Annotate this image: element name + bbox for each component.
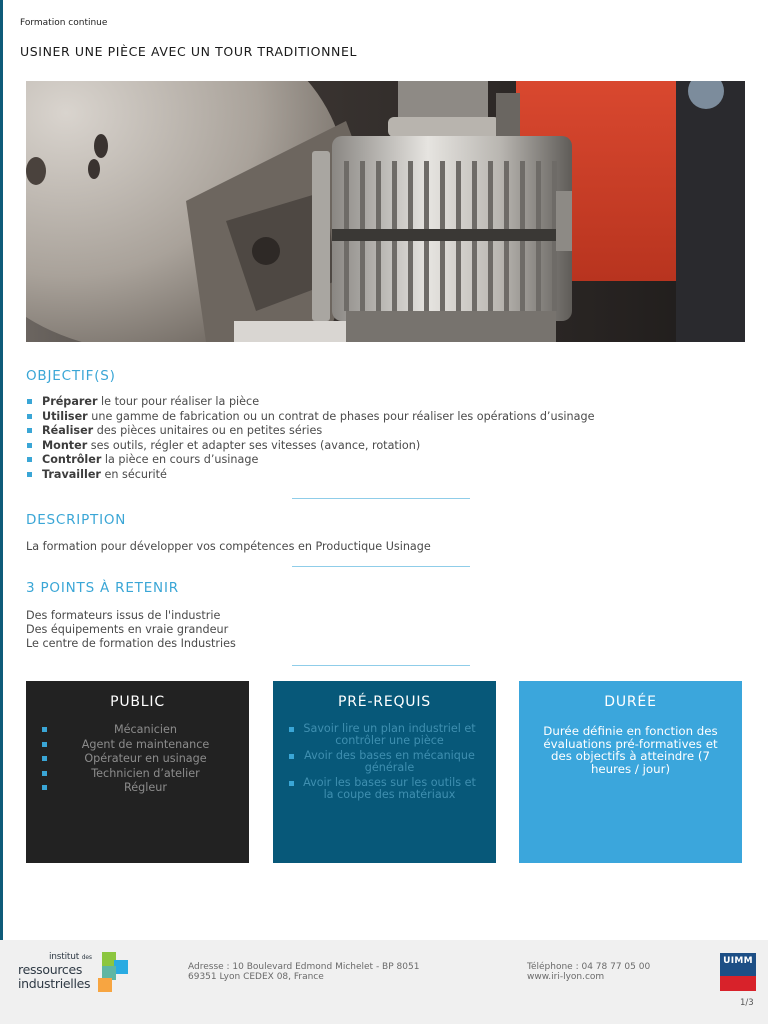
prerequis-title: PRÉ-REQUIS bbox=[338, 694, 431, 710]
duree-text: Durée définie en fonction des évaluations pré-formatives et des objectifs à atteindre (7 heures / jour) bbox=[543, 724, 718, 776]
list-item: Avoir les bases sur les outils et la coupe des matériaux bbox=[273, 777, 496, 802]
duree-box bbox=[519, 681, 742, 863]
prerequis-list bbox=[273, 723, 496, 801]
side-accent-bar bbox=[0, 0, 3, 940]
list-item: Des formateurs issus de l'industrie bbox=[26, 609, 221, 622]
list-item: Utiliser une gamme de fabrication ou un contrat de phases pour réaliser les opérations d’usinage bbox=[26, 410, 594, 425]
list-item: Des équipements en vraie grandeur bbox=[26, 623, 229, 636]
list-item: Opérateur en usinage bbox=[26, 752, 249, 767]
section-title-description: DESCRIPTION bbox=[26, 512, 127, 528]
section-divider bbox=[292, 665, 470, 666]
list-item: Agent de maintenance bbox=[26, 738, 249, 753]
iri-logo: institut des ressources industrielles bbox=[16, 950, 136, 996]
section-divider bbox=[292, 566, 470, 567]
list-item: Monter ses outils, régler et adapter ses vitesses (avance, rotation) bbox=[26, 439, 594, 454]
website-link[interactable]: www.iri-lyon.com bbox=[527, 972, 605, 982]
prerequis-box bbox=[273, 681, 496, 863]
list-item: Le centre de formation des Industries bbox=[26, 637, 236, 650]
list-item: Mécanicien bbox=[26, 723, 249, 738]
hero-image bbox=[26, 81, 745, 342]
phone-text: Téléphone : 04 78 77 05 00 bbox=[527, 962, 651, 972]
footer bbox=[0, 940, 768, 1024]
section-title-objectifs: OBJECTIF(S) bbox=[26, 368, 116, 384]
list-item: Savoir lire un plan industriel et contrôler une pièce bbox=[273, 723, 496, 748]
list-item: Régleur bbox=[26, 781, 249, 796]
list-item: Technicien d’atelier bbox=[26, 767, 249, 782]
uimm-logo: UIMM bbox=[720, 953, 756, 991]
section-divider bbox=[292, 498, 470, 499]
page-title: USINER UNE PIÈCE AVEC UN TOUR TRADITIONNEL bbox=[20, 44, 358, 59]
list-item: Préparer le tour pour réaliser la pièce bbox=[26, 395, 594, 410]
duree-title: DURÉE bbox=[604, 694, 657, 710]
logo-square-blue bbox=[114, 960, 128, 974]
points-list bbox=[26, 609, 236, 651]
logo-square-orange bbox=[98, 978, 112, 992]
list-item: Avoir des bases en mécanique générale bbox=[273, 750, 496, 775]
section-title-points: 3 POINTS À RETENIR bbox=[26, 580, 179, 596]
list-item: Réaliser des pièces unitaires ou en petites séries bbox=[26, 424, 594, 439]
footer-address: Adresse : 10 Boulevard Edmond Michelet - BP 8051 69351 Lyon CEDEX 08, France bbox=[188, 962, 420, 982]
public-box bbox=[26, 681, 249, 863]
public-list bbox=[26, 723, 249, 796]
objectifs-list bbox=[26, 395, 594, 483]
footer-contact bbox=[527, 962, 650, 982]
page-number: 1/3 bbox=[740, 998, 754, 1008]
list-item: Contrôler la pièce en cours d’usinage bbox=[26, 453, 594, 468]
eyebrow-label: Formation continue bbox=[20, 18, 108, 28]
description-text: La formation pour développer vos compétences en Productique Usinage bbox=[26, 540, 431, 553]
lathe-photo-illustration bbox=[26, 81, 745, 342]
list-item: Travailler en sécurité bbox=[26, 468, 594, 483]
public-title: PUBLIC bbox=[110, 694, 165, 710]
